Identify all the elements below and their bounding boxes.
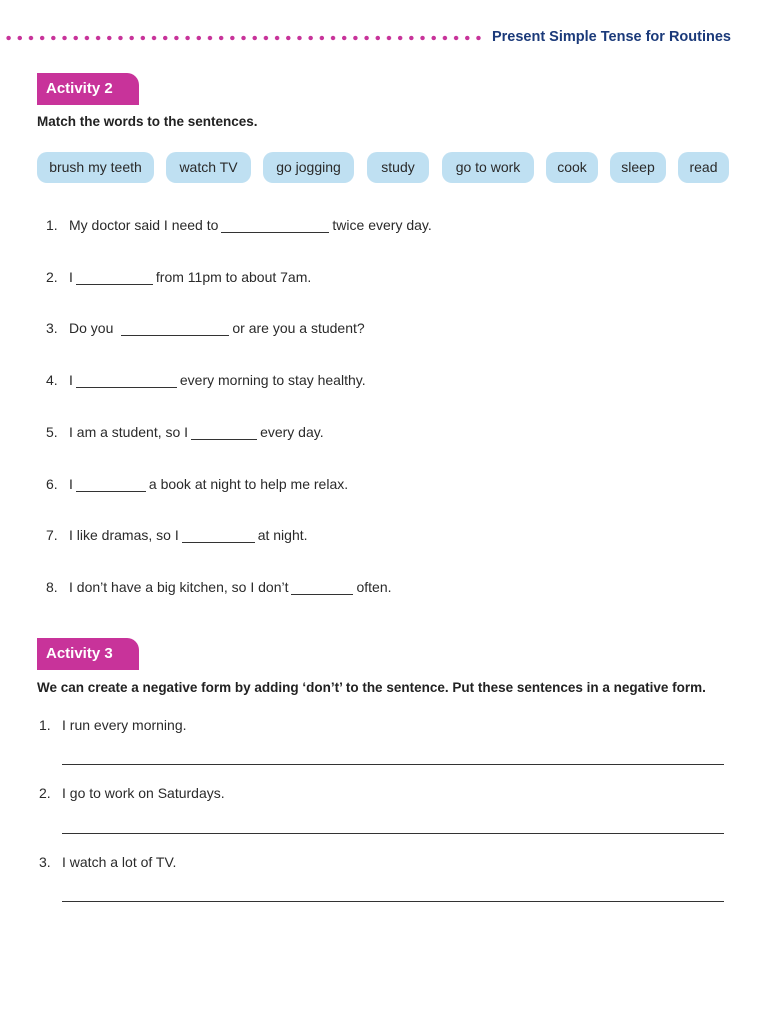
sentence-item: 5. I am a student, so I every day. bbox=[46, 424, 324, 440]
answer-blank[interactable] bbox=[76, 270, 153, 285]
word-chip: brush my teeth bbox=[37, 152, 154, 183]
answer-blank[interactable] bbox=[76, 373, 177, 388]
sentence-item: 6. I a book at night to help me relax. bbox=[46, 476, 349, 492]
answer-blank[interactable] bbox=[76, 477, 146, 492]
answer-line[interactable] bbox=[62, 901, 724, 902]
word-bank bbox=[37, 152, 731, 184]
sentence-item: 2. I from 11pm to about 7am. bbox=[46, 269, 312, 285]
answer-blank[interactable] bbox=[191, 425, 257, 440]
answer-blank[interactable] bbox=[121, 321, 229, 336]
answer-line[interactable] bbox=[62, 764, 724, 765]
activity-3-instruction: We can create a negative form by adding ‘don’t’ to the sentence. Put these sentences in a negative form. bbox=[37, 680, 706, 695]
answer-line[interactable] bbox=[62, 833, 724, 834]
dotted-divider bbox=[3, 35, 483, 41]
word-chip: go jogging bbox=[263, 152, 354, 183]
sentence-item: 8. I don’t have a big kitchen, so I don’t often. bbox=[46, 579, 392, 595]
page-title: Present Simple Tense for Routines bbox=[491, 29, 731, 45]
word-chip: read bbox=[678, 152, 729, 183]
activity-2-instruction: Match the words to the sentences. bbox=[37, 114, 258, 129]
negative-item: 2. I go to work on Saturdays. bbox=[39, 785, 225, 801]
word-chip: sleep bbox=[610, 152, 666, 183]
sentence-item: 1. My doctor said I need to twice every day. bbox=[46, 217, 432, 233]
word-chip: study bbox=[367, 152, 429, 183]
sentence-item: 7. I like dramas, so I at night. bbox=[46, 527, 308, 543]
answer-blank[interactable] bbox=[182, 528, 255, 543]
answer-blank[interactable] bbox=[291, 580, 353, 595]
negative-item: 3. I watch a lot of TV. bbox=[39, 854, 177, 870]
answer-blank[interactable] bbox=[221, 218, 329, 233]
word-chip: watch TV bbox=[166, 152, 251, 183]
activity-3-label: Activity 3 bbox=[37, 638, 139, 670]
negative-item: 1. I run every morning. bbox=[39, 717, 187, 733]
page-header bbox=[0, 27, 768, 49]
word-chip: go to work bbox=[442, 152, 534, 183]
sentence-item: 3. Do you or are you a student? bbox=[46, 320, 365, 336]
sentence-item: 4. I every morning to stay healthy. bbox=[46, 372, 366, 388]
word-chip: cook bbox=[546, 152, 598, 183]
activity-2-label: Activity 2 bbox=[37, 73, 139, 105]
